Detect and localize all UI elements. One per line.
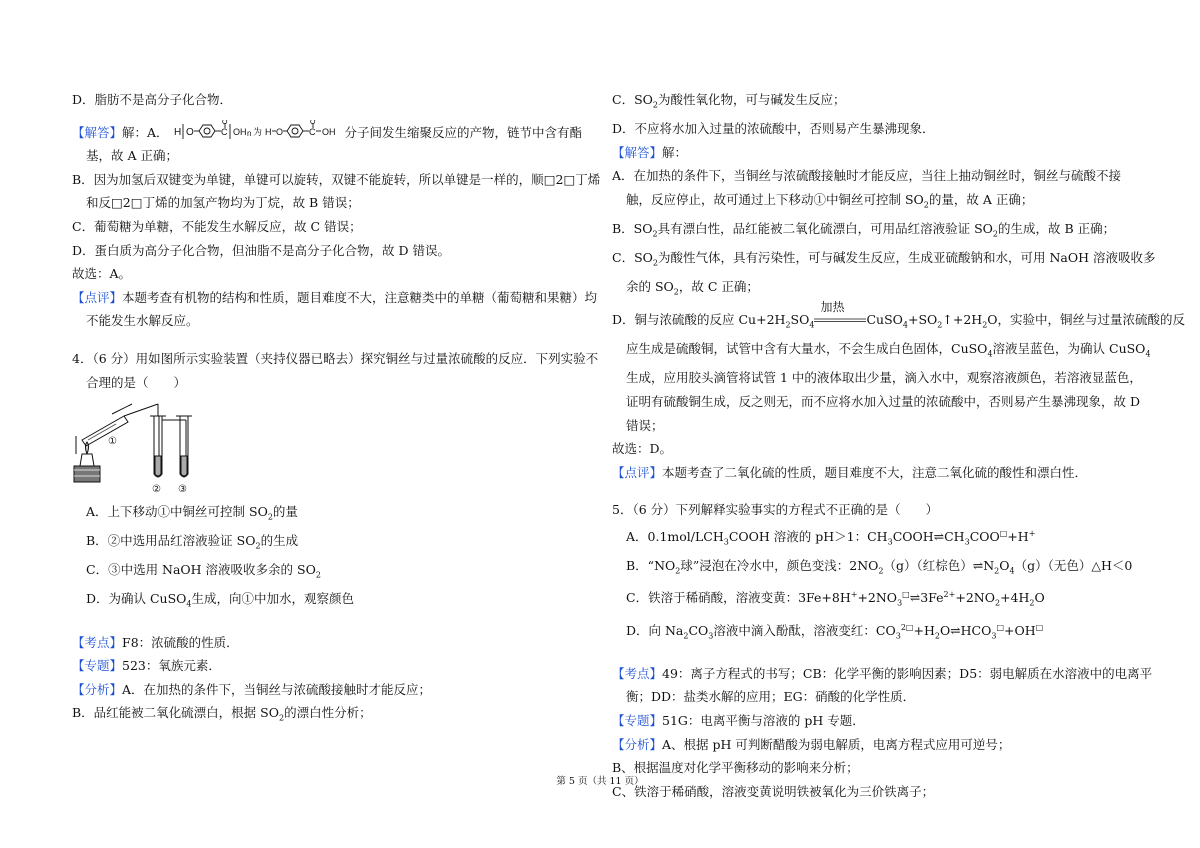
q4-option-d: D．为确认 CuSO$_4$生成，向①中加水，观察颜色 <box>86 591 355 609</box>
page-footer: 第 5 页（共 11 页） <box>556 776 644 787</box>
review-line: 【点评】本题考查有机物的结构和性质，题目难度不大，注意糖类中的单糖（葡萄糖和果糖）均 <box>72 289 598 305</box>
answer-line: 【解答】解： <box>612 144 688 160</box>
knowledge-point: 【考点】F8：浓硫酸的性质． <box>72 634 239 650</box>
svg-text:O: O <box>309 119 315 126</box>
apparatus-label-2: ② <box>152 484 161 496</box>
q4-option-a: A．上下移动①中铜丝可控制 $SO_2$的量 <box>86 504 298 522</box>
answer-tag: 【解答】 <box>72 124 123 140</box>
answer-a-line: 【解答】解：A． H O C O OH n 为 H O C O OH 分子间发生缩聚反应的产物，链节中含有酯 <box>72 119 583 140</box>
svg-text:C: C <box>308 126 316 137</box>
svg-text:OH: OH <box>232 126 247 137</box>
q4-option-b: B．②中选用品红溶液验证 $SO_2$的生成 <box>86 533 299 551</box>
q5-option-c: C．铁溶于稀硝酸，溶液变黄：$3Fe+8H^++2NO_3^□\rightleftharpoons 3Fe^{2+}+2NO_2+4H_2O$ <box>626 590 1045 608</box>
left-choice: 故选：A。 <box>72 266 132 282</box>
q4-option-c: C．③中选用 NaOH 溶液吸收多余的 $SO_2$ <box>86 562 321 580</box>
review-tag: 【点评】 <box>72 289 123 305</box>
svg-text:H: H <box>264 126 272 137</box>
svg-text:O: O <box>221 119 227 126</box>
svg-text:OH: OH <box>321 126 336 137</box>
question-5: 5．（6 分）下列解释实验事实的方程式不正确的是（ ） <box>612 502 939 518</box>
apparatus-label-1: ① <box>108 436 117 448</box>
analysis-a: 【分析】A．在加热的条件下，当铜丝与浓硫酸接触时才能反应； <box>72 681 432 697</box>
polyester-structure-formula <box>173 120 345 142</box>
right-column: C．$SO_2$为酸性氧化物，可与碱发生反应； D．不应将水加入过量的浓硫酸中，否则易产生暴沸现象． 【解答】解： A．在加热的条件下，当铜丝与浓硫酸接触时才能反应，当往上抽动铜丝时，铜丝与硫酸不接 触，反应停止，故可通过上下移动①中铜丝可控制 $SO_2$的量，故 A 正确； B．$SO_2$具有漂白性，品红能被二氧化硫漂白，可用品红溶液验证 $SO_2$的生成，故 B 正确； C．$SO_2$为酸性气体，具有污染性，可与碱发生反应，生成亚硫酸钠和水，可用 NaOH 溶液吸收多 余的 $SO_2$，故 C 正确； D．铜与浓硫酸的反应 $Cu+2H_2SO_4$ 加热 $CuSO_4+SO_2↑+2H_2O$，实验中，铜丝与过量浓硫酸的反 应生成是硫酸铜，试管中含有大量水，不会生成白色固体，CuSO$_4$溶液呈蓝色，为确认 CuSO$_4$ 生成，应用胶头滴管将试管 1 中的液体取出少量，滴入水中，观察溶液颜色，若溶液显蓝色， 证明有硫酸铜生成，反之则无，而不应将水加入过量的浓硫酸中，否则易产生暴沸现象，故 D 错误； 故选：D。 【点评】本题考查了二氧化硫的性质，题目难度不大，注意二氧化硫的酸性和漂白性． 5．（6 分）下列解释实验事实的方程式不正确的是（ ） A．$0.1mol/LCH_3COOH$ 溶液的 pH＞1：$CH_3COOH\rightleftharpoons CH_3COO^□+H^+$ B．“$NO_2$球”浸泡在冷水中，颜色变浅：$2NO_2(g)$（红棕色）$\rightleftharpoons N_2O_4(g)$（无色）△H＜0 C．铁溶于稀硝酸，溶液变黄：$3Fe+8H^++2NO_3^□\rightleftharpoons 3Fe^{2+}+2NO_2+4H_2O$ D．向 $Na_2CO_3$溶液中滴入酚酞，溶液变红：$CO_3^{2□}+H_2O\rightleftharpoons HCO_3^□+OH^□$ 【考点】49：离子方程式的书写；CB：化学平衡的影响因素；D5：弱电解质在水溶液中的电离平 衡；DD：盐类水解的应用；EG：硝酸的化学性质． 【专题】51G：电离平衡与溶液的 pH 专题． 【分析】A、根据 pH 可判断醋酸为弱电解质，电离方程式应用可逆号； B、根据温度对化学平衡移动的影响来分析； C、铁溶于稀硝酸，溶液变黄说明铁被氧化为三价铁离子； <box>612 92 1186 799</box>
right-choice: 故选：D。 <box>612 441 673 457</box>
apparatus-label-3: ③ <box>178 484 187 496</box>
question-4: 4．（6 分）用如图所示实验装置（夹持仪器已略去）探究铜丝与过量浓硫酸的反应．下列实验不 <box>72 350 599 366</box>
svg-text:为: 为 <box>252 126 262 137</box>
q5-topic: 【专题】51G：电离平衡与溶液的 pH 专题． <box>612 713 865 729</box>
topic: 【专题】523：氧族元素． <box>72 658 221 674</box>
svg-text:n: n <box>246 128 251 138</box>
reaction-equation-line: D．铜与浓硫酸的反应 $Cu+2H_2SO_4$ 加热 $CuSO_4+SO_2↑+2H_2O$，实验中，铜丝与过量浓硫酸的反 <box>612 308 1134 337</box>
svg-text:C: C <box>220 126 228 137</box>
svg-text:O: O <box>275 126 283 137</box>
q5-analysis-a: 【分析】A、根据 pH 可判断醋酸为弱电解质，电离方程式应用可逆号； <box>612 736 1011 752</box>
q5-knowledge-point: 【考点】49：离子方程式的书写；CB：化学平衡的影响因素；D5：弱电解质在水溶液中的电离平 <box>612 665 1153 681</box>
analysis-b: B．品红能被二氧化硫漂白，根据 $SO_2$的漂白性分析； <box>72 705 372 723</box>
fat-option: D．脂肪不是高分子化合物． <box>72 92 233 107</box>
svg-text:O: O <box>185 126 194 138</box>
svg-text:H: H <box>173 126 181 138</box>
q5-option-a: A．$0.1mol/LCH_3COOH$ 溶液的 pH＞1：$CH_3COOH\rightleftharpoons CH_3COO^□+H^+$ <box>626 529 1036 547</box>
q5-option-d: D．向 $Na_2CO_3$溶液中滴入酚酞，溶液变红：$CO_3^{2□}+H_2O\rightleftharpoons HCO_3^□+OH^□$ <box>626 622 1044 641</box>
q5-option-b: B．“$NO_2$球”浸泡在冷水中，颜色变浅：$2NO_2(g)$（红棕色）$\rightleftharpoons N_2O_4(g)$（无色）△H＜0 <box>626 558 1133 576</box>
heating-condition: 加热 <box>820 300 845 315</box>
left-column: D．脂肪不是高分子化合物． 【解答】解：A． H O C O OH n 为 H O C O OH 分子间发生缩聚反应的产物，链节中含有酯 基，故 A 正确； B．因为加氢后双键变为单键，单键可以旋转，双键不能旋转，所以单键是一样的，顺□2□丁烯 和反□2□丁烯的加氢产物均为丁烷，故 B 错误； C．葡萄糖为单糖，不能发生水解反应，故 C 错误； D．蛋白质为高分子化合物，但油脂不是高分子化合物，故 D 错误。 故选：A。 【点评】本题考查有机物的结构和性质，题目难度不大，注意糖类中的单糖（葡萄糖和果糖）均 不能发生水解反应。 4．（6 分）用如图所示实验装置（夹持仪器已略去）探究铜丝与过量浓硫酸的反应．下列实验不 合理的是（ ） ① ② ③ A．上下移动①中铜丝可控制 $SO_2$的量 B．②中选用品红溶液验证 $SO_2$的生成 C．③中选用 NaOH 溶液吸收多余的 $SO_2$ D．为确认 CuSO$_4$生成，向①中加水，观察颜色 【考点】F8：浓硫酸的性质． 【专题】523：氧族元素． 【分析】A．在加热的条件下，当铜丝与浓硫酸接触时才能反应； B．品红能被二氧化硫漂白，根据 $SO_2$的漂白性分析； <box>72 88 594 730</box>
right-review: 【点评】本题考查了二氧化硫的性质，题目难度不大，注意二氧化硫的酸性和漂白性． <box>612 464 1088 480</box>
experiment-apparatus-figure <box>72 396 222 496</box>
